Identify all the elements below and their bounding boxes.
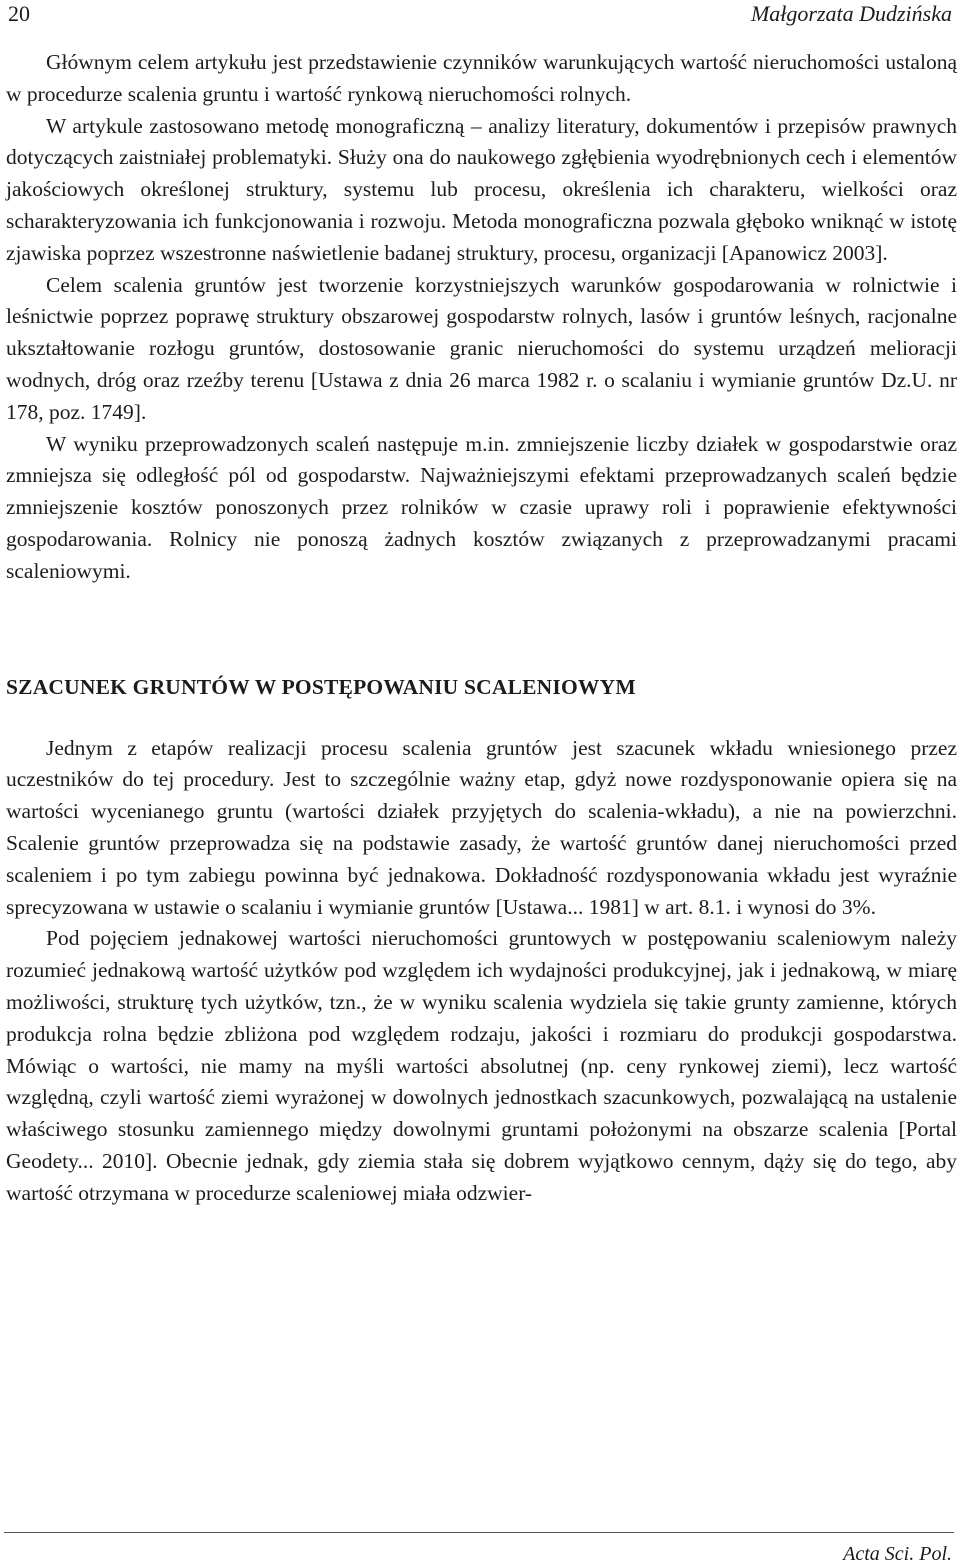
intro-paragraph-aim: Głównym celem artykułu jest przedstawienie czynników warunkujących wartość nieruchomości ustaloną w procedurze scalenia gruntu i wartość rynkową nieruchomości rolnych. bbox=[6, 50, 957, 106]
page-header bbox=[8, 0, 952, 28]
intro-paragraph-effects: W wyniku przeprowadzonych scaleń następuje m.in. zmniejszenie liczby działek w gospodarstwie oraz zmniejsza się odległość pól od gospodarstw. Najważniejszymi efektami przeprowadzanych scaleń będzie zmniejszenie kosztów ponoszonych przez rolników w czasie uprawy roli i poprawienie efektywności gospodarowania. Rolnicy nie ponoszą żadnych kosztów związanych z przeprowadzanymi pracami scaleniowymi. bbox=[6, 431, 957, 583]
section-heading: SZACUNEK GRUNTÓW W POSTĘPOWANIU SCALENIOWYM bbox=[6, 674, 636, 699]
section-paragraph-equal-value: Pod pojęciem jednakowej wartości nieruchomości gruntowych w postępowaniu scaleniowym należy rozumieć jednakową wartość użytków pod względem ich wydajności produkcyjnej, jak i jednakową, w miarę możliwości, strukturę tych użytków, tzn., że w wyniku scalenia wydziela się takie grunty zamienne, których produkcja rolna będzie zbliżona pod względem rodzaju, jakości i rozmiaru do produkcji gospodarstwa. Mówiąc o wartości, nie mamy na myśli wartości absolutnej (np. ceny rynkowej ziemi), lecz wartość względną, czyli wartość ziemi wyrażonej w dowolnych jednostkach szacunkowych, pozwalającą na ustalenie właściwego stosunku zamiennego między dowolnymi gruntami położonymi na obszarze scalenia [Portal Geodety... 2010]. Obecnie jednak, gdy ziemia stała się dobrem wyjątkowo cennym, dąży się do tego, aby wartość otrzymana w procedurze scaleniowej miała odzwier- bbox=[6, 926, 957, 1205]
intro-paragraph-method: W artykule zastosowano metodę monograficzną – analizy literatury, dokumentów i przepisów prawnych dotyczących zaistniałej problematyki. Służy ona do naukowego zgłębienia wyodrębnionych cech i elementów jakościowych określonej struktury, systemu lub procesu, określenia ich charakteru, wielkości oraz scharakteryzowania ich funkcjonowania i rozwoju. Metoda monograficzna pozwala głęboko wniknąć w istotę zjawiska poprzez wszestronne naświetlenie badanej struktury, procesu, organizacji [Apanowicz 2003]. bbox=[6, 113, 957, 265]
journal-footer: Acta Sci. Pol. bbox=[843, 1543, 952, 1565]
article-body bbox=[6, 47, 957, 1210]
running-head-author: Małgorzata Dudzińska bbox=[750, 1, 952, 26]
page-number: 20 bbox=[8, 1, 30, 26]
intro-paragraph-consolidation-goal: Celem scalenia gruntów jest tworzenie korzystniejszych warunków gospodarowania w rolnictwie i leśnictwie poprzez poprawę struktury obszarowej gospodarstw rolnych, lasów i gruntów leśnych, racjonalne ukształtowanie rozłogu gruntów, dostosowanie granic nieruchomości do systemu urządzeń melioracji wodnych, dróg oraz rzeźby terenu [Ustawa z dnia 26 marca 1982 r. o scalaniu i wymianie gruntów Dz.U. nr 178, poz. 1749]. bbox=[6, 272, 957, 424]
section-paragraph-valuation: Jednym z etapów realizacji procesu scalenia gruntów jest szacunek wkładu wniesionego przez uczestników do tej procedury. Jest to szczególnie ważny etap, gdyż nowe rozdysponowanie opiera się na wartości wycenianego gruntu (wartości działek przyjętych do scalenia-wkładu), a nie na powierzchni. Scalenie gruntów przeprowadza się na podstawie zasady, że wartość gruntów danej nieruchomości przed scaleniem i po tym zabiegu powinna być jednakowa. Dokładność rozdysponowania wkładu jest wyraźnie sprecyzowana w ustawie o scalaniu i wymianie gruntów [Ustawa... 1981] w art. 8.1. i wynosi do 3%. bbox=[6, 735, 957, 919]
footer-divider bbox=[4, 1532, 954, 1533]
section-body bbox=[6, 733, 957, 1210]
